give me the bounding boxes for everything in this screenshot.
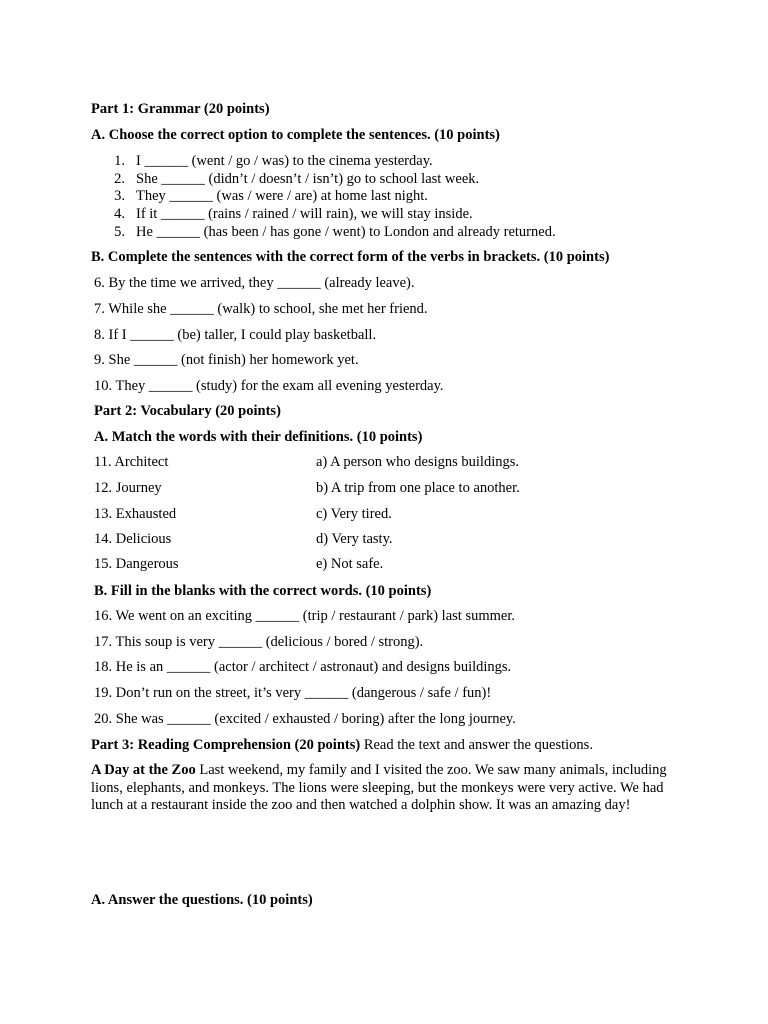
exercise-item: 9. She ______ (not finish) her homework yet. xyxy=(94,352,359,368)
exercise-item: 19. Don’t run on the street, it’s very ______ (dangerous / safe / fun)! xyxy=(94,685,492,701)
match-definition: d) Very tasty. xyxy=(316,531,393,547)
match-word: 15. Dangerous xyxy=(94,556,179,572)
match-definition: b) A trip from one place to another. xyxy=(316,480,520,496)
exercise-item: 8. If I ______ (be) taller, I could play basketball. xyxy=(94,327,377,343)
match-definition: c) Very tired. xyxy=(316,506,392,522)
list-item-text: I ______ (went / go / was) to the cinema yesterday. xyxy=(136,153,433,169)
part3-title: Part 3: Reading Comprehension (20 points) xyxy=(91,737,361,753)
exercise-item: 7. While she ______ (walk) to school, she met her friend. xyxy=(94,301,428,317)
list-item-number: 4. xyxy=(114,205,125,222)
list-item-number: 3. xyxy=(114,188,125,204)
story-text: Last weekend, my family and I visited the zoo. We saw many animals, including lions, elephants, and monkeys. The lions were sleeping, but the monkeys were very active. We had lunch at a restaurant inside the zoo and then watched a dolphin show. It was an amazing day! xyxy=(91,762,667,813)
exercise-item: 16. We went on an exciting ______ (trip / restaurant / park) last summer. xyxy=(94,608,515,624)
match-word: 12. Journey xyxy=(94,480,162,496)
exercise-item: 18. He is an ______ (actor / architect / astronaut) and designs buildings. xyxy=(94,659,512,675)
match-word: 14. Delicious xyxy=(94,531,172,547)
list-item-text: If it ______ (rains / rained / will rain), we will stay inside. xyxy=(136,205,473,222)
match-word: 11. Architect xyxy=(94,454,169,470)
match-definition: e) Not safe. xyxy=(316,556,384,572)
part1-title: Part 1: Grammar (20 points) xyxy=(91,101,270,117)
part3-instruction: Read the text and answer the questions. xyxy=(363,737,593,753)
list-item-number: 2. xyxy=(114,170,125,187)
part2-sectionB-heading: B. Fill in the blanks with the correct words. (10 points) xyxy=(94,583,432,599)
part3-header-line xyxy=(91,737,593,754)
part2-sectionA-heading: A. Match the words with their definitions. (10 points) xyxy=(94,429,423,445)
exercise-item: 20. She was ______ (excited / exhausted / boring) after the long journey. xyxy=(94,711,516,727)
list-item-text: She ______ (didn’t / doesn’t / isn’t) go to school last week. xyxy=(136,170,480,187)
list-item-number: 1. xyxy=(114,153,125,169)
part2-title: Part 2: Vocabulary (20 points) xyxy=(94,403,281,419)
story-title: A Day at the Zoo xyxy=(91,762,196,778)
match-word: 13. Exhausted xyxy=(94,506,177,522)
list-item-number: 5. xyxy=(114,224,125,240)
list-item-text: They ______ (was / were / are) at home last night. xyxy=(136,188,428,204)
exercise-item: 10. They ______ (study) for the exam all evening yesterday. xyxy=(94,378,444,394)
part1-sectionA-heading: A. Choose the correct option to complete the sentences. (10 points) xyxy=(91,127,500,143)
reading-passage xyxy=(91,762,671,815)
exercise-item: 17. This soup is very ______ (delicious / bored / strong). xyxy=(94,634,424,650)
exercise-item: 6. By the time we arrived, they ______ (already leave). xyxy=(94,275,415,291)
list-item-text: He ______ (has been / has gone / went) to London and already returned. xyxy=(136,224,556,240)
part1-sectionB-heading: B. Complete the sentences with the correct form of the verbs in brackets. (10 points) xyxy=(91,249,610,265)
part3-sectionA-heading: A. Answer the questions. (10 points) xyxy=(91,892,313,908)
match-definition: a) A person who designs buildings. xyxy=(316,454,519,470)
